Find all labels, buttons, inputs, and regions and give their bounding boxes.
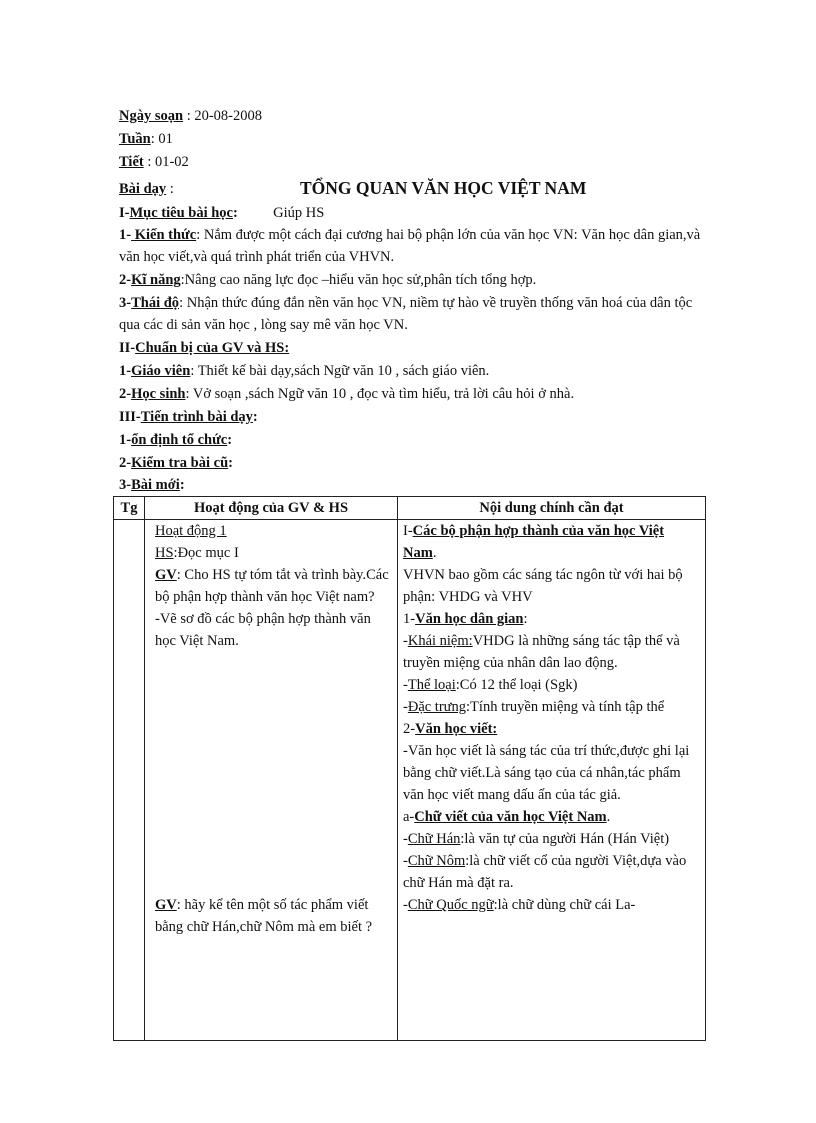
script-suffix: . <box>606 809 611 825</box>
quocngu-label: Chữ Quốc ngữ <box>407 897 494 913</box>
week-label: Tuần <box>119 131 151 147</box>
content-cell <box>398 520 706 1041</box>
prep-date-value: : 20-08-2008 <box>186 108 262 124</box>
teacher-prefix: 1- <box>119 363 132 379</box>
concept-prefix: - <box>403 633 408 649</box>
folk-title: Văn học dân gian <box>415 611 524 627</box>
knowledge-prefix: 1- <box>119 227 132 243</box>
step-1-label: ổn định tổ chức <box>131 432 228 448</box>
objectives-title: Mục tiêu bài học <box>129 205 233 221</box>
activity-gv-label: GV <box>155 567 177 583</box>
section-prefix: I- <box>403 523 413 539</box>
lesson-table <box>113 496 706 1041</box>
objectives-heading <box>119 202 324 224</box>
objectives-suffix: : <box>233 205 238 221</box>
activity-gv2-text: : hãy kể tên một số tác phẩm viết bằng chữ Hán,chữ Nôm mà em biết ? <box>155 897 373 935</box>
process-step-1 <box>119 429 232 451</box>
trait-text: :Tính truyền miệng và tính tập thể <box>466 699 665 715</box>
prep-student <box>119 383 574 405</box>
knowledge-text: : Nắm được một cách đại cương hai bộ phận lớn của văn học VN: Văn học dân gian,và văn học viết,và quá trình phát triển của VHVN. <box>119 227 701 265</box>
preparation-title: Chuẩn bị của GV và HS: <box>135 340 290 356</box>
teacher-text: : Thiết kế bài dạy,sách Ngữ văn 10 , sách giáo viên. <box>190 363 490 379</box>
attitude-prefix: 3- <box>119 295 132 311</box>
activity-cell <box>145 520 398 1041</box>
objective-knowledge <box>119 224 704 268</box>
step-3-prefix: 3- <box>119 477 132 493</box>
concept-text: VHDG là những sáng tác tập thể và truyền miệng của nhân dân lao động. <box>403 633 680 671</box>
step-1-suffix: : <box>227 432 233 448</box>
lesson-line <box>119 178 174 200</box>
step-3-label: Bài mới <box>131 477 180 493</box>
nom-prefix: - <box>403 853 408 869</box>
written-prefix: 2- <box>403 721 416 737</box>
objective-attitude <box>119 292 704 336</box>
folk-suffix: : <box>523 611 528 627</box>
genre-text: :Có 12 thể loại (Sgk) <box>455 677 578 693</box>
section-title: Các bộ phận hợp thành của văn học Việt Nam <box>403 523 665 561</box>
prep-date-line <box>119 105 262 127</box>
han-label: Chữ Hán <box>407 831 461 847</box>
skills-text: :Nâng cao năng lực đọc –hiểu văn học sử,phân tích tổng hợp. <box>180 272 537 288</box>
header-content: Nội dung chính cần đạt <box>398 497 706 520</box>
lesson-colon: : <box>169 181 174 197</box>
written-definition: -Văn học viết là sáng tác của trí thức,được ghi lại bằng chữ viết.Là sáng tạo của cá nhân,tác phẩm văn học viết mang dấu ấn của tác giả. <box>403 743 690 803</box>
objective-skills <box>119 269 704 291</box>
genre-label: Thể loại <box>407 677 456 693</box>
activity-gv-text: : Cho HS tự tóm tắt và trình bày.Các bộ phận hợp thành văn học Việt nam? <box>155 567 389 605</box>
teacher-label: Giáo viên <box>131 363 191 379</box>
header-tg: Tg <box>114 497 145 520</box>
concept-label: Khái niệm: <box>407 633 473 649</box>
activity-draw: -Vẽ sơ đồ các bộ phận hợp thành văn học Việt Nam. <box>155 611 371 649</box>
section-suffix: . <box>432 545 437 561</box>
step-3-suffix: : <box>179 477 185 493</box>
process-step-2 <box>119 452 233 474</box>
student-text: : Vở soạn ,sách Ngữ văn 10 , đọc và tìm hiểu, trả lời câu hỏi ở nhà. <box>185 386 575 402</box>
process-step-3 <box>119 474 185 496</box>
prep-date-label: Ngày soạn <box>119 108 184 124</box>
step-1-prefix: 1- <box>119 432 132 448</box>
trait-prefix: - <box>403 699 408 715</box>
han-prefix: - <box>403 831 408 847</box>
script-prefix: a- <box>403 809 415 825</box>
table-row <box>114 520 706 1041</box>
student-label: Học sinh <box>131 386 186 402</box>
header-activity: Hoạt động của GV & HS <box>145 497 398 520</box>
step-2-label: Kiểm tra bài cũ <box>131 455 229 471</box>
section-intro: VHVN bao gồm các sáng tác ngôn từ với hai bộ phận: VHDG và VHV <box>403 567 683 605</box>
process-prefix: III- <box>119 409 141 425</box>
period-line <box>119 151 189 173</box>
trait-label: Đặc trưng <box>407 699 467 715</box>
skills-label: Kĩ năng <box>131 272 181 288</box>
attitude-label: Thái độ <box>131 295 180 311</box>
activity-title: Hoạt động 1 <box>155 523 227 539</box>
process-suffix: : <box>252 409 258 425</box>
genre-prefix: - <box>403 677 408 693</box>
activity-hs-text: :Đọc mục I <box>173 545 239 561</box>
skills-prefix: 2- <box>119 272 132 288</box>
period-label: Tiết <box>119 154 144 170</box>
table-header-row <box>114 497 706 520</box>
script-title: Chữ viết của văn học Việt Nam <box>414 809 607 825</box>
student-prefix: 2- <box>119 386 132 402</box>
preparation-heading <box>119 337 289 359</box>
quocngu-prefix: - <box>403 897 408 913</box>
process-heading <box>119 406 258 428</box>
quocngu-text: :là chữ dùng chữ cái La- <box>493 897 636 913</box>
objectives-prefix: I- <box>119 205 130 221</box>
han-text: :là văn tự của người Hán (Hán Việt) <box>460 831 670 847</box>
page-title: TỔNG QUAN VĂN HỌC VIỆT NAM <box>300 178 587 198</box>
tg-cell <box>114 520 145 1041</box>
process-title: Tiến trình bài dạy <box>140 409 253 425</box>
prep-teacher <box>119 360 489 382</box>
activity-gv2-label: GV <box>155 897 177 913</box>
period-value: : 01-02 <box>147 154 189 170</box>
week-line <box>119 128 173 150</box>
activity-hs-label: HS <box>155 545 174 561</box>
lesson-label: Bài dạy <box>119 181 167 197</box>
folk-prefix: 1- <box>403 611 416 627</box>
objectives-helper: Giúp HS <box>273 205 325 221</box>
week-value: : 01 <box>150 131 173 147</box>
knowledge-label: Kiến thức <box>131 227 197 243</box>
nom-text: :là chữ viết cổ của người Việt,dựa vào chữ Hán mà đặt ra. <box>403 853 687 891</box>
nom-label: Chữ Nôm <box>407 853 466 869</box>
step-2-suffix: : <box>228 455 233 471</box>
attitude-text: : Nhận thức đúng đắn nền văn học VN, niềm tự hào về truyền thống văn hoá của dân tộc qua các di sản văn học , lòng say mê văn học VN. <box>119 295 693 333</box>
preparation-prefix: II- <box>119 340 136 356</box>
written-title: Văn học viết: <box>415 721 498 737</box>
step-2-prefix: 2- <box>119 455 132 471</box>
